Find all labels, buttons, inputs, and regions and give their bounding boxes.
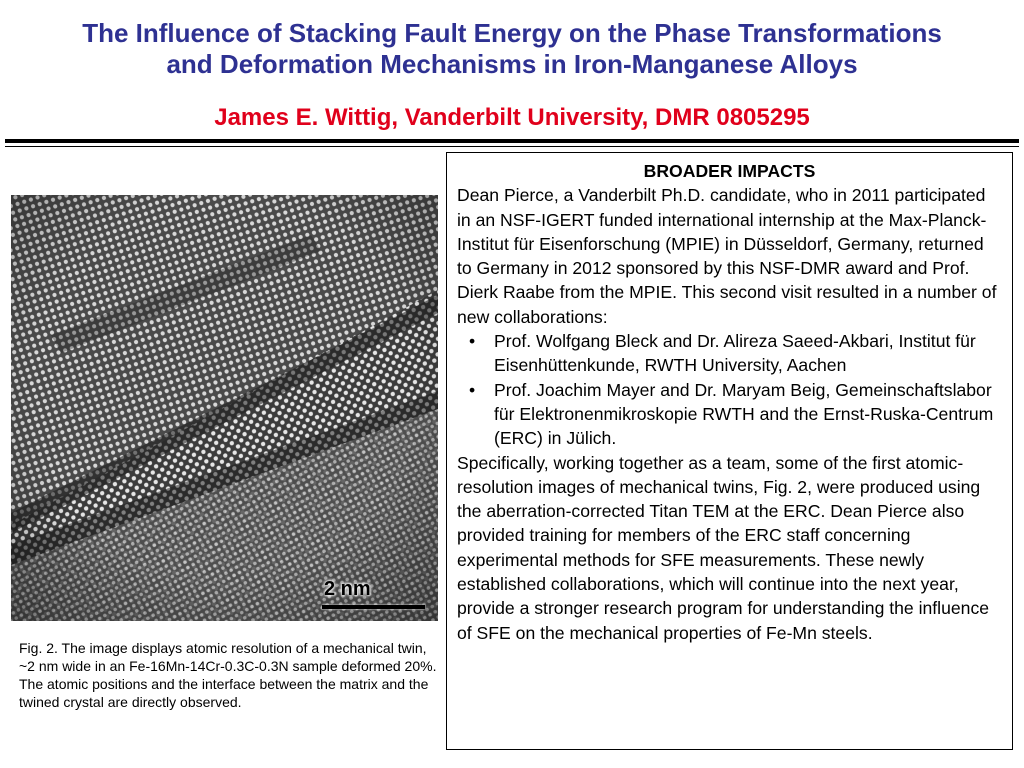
tem-micrograph: [11, 195, 438, 621]
list-item-text: Prof. Joachim Mayer and Dr. Maryam Beig, Gemeinschaftslabor für Elektronenmikroskopie RWTH and the Ernst-Ruska-Centrum (ERC) in Jülich.: [494, 379, 994, 449]
title-line-2: and Deformation Mechanisms in Iron-Manganese Alloys: [166, 49, 858, 79]
author-line: James E. Wittig, Vanderbilt University, DMR 0805295: [214, 104, 810, 131]
impacts-heading: BROADER IMPACTS: [643, 161, 816, 181]
header-divider-thick: [5, 139, 1019, 143]
list-item: [457, 378, 1002, 451]
impacts-conclusion: Specifically, working together as a team, some of the first atomic-resolution images of mechanical twins, Fig. 2, were produced using the aberration-corrected Titan TEM at the ERC. Dean Pierce also provided training for members of the ERC staff concerning experimental methods for SFE measurements. These newly established collaborations, which will continue into the next year, provide a stronger research program for understanding the influence of SFE on the mechanical properties of Fe-Mn steels.: [457, 452, 990, 643]
list-item-text: Prof. Wolfgang Bleck and Dr. Alireza Saeed-Akbari, Institut für Eisenhüttenkunde, RWTH University, Aachen: [494, 331, 976, 376]
figure-caption: Fig. 2. The image displays atomic resolution of a mechanical twin, ~2 nm wide in an Fe-16Mn-14Cr-0.3C-0.3N sample deformed 20%. The atomic positions and the interface between the matrix and the twined crystal are directly observed.: [19, 640, 437, 710]
bullet-icon: •: [469, 331, 476, 352]
title-line-1: The Influence of Stacking Fault Energy on the Phase Transformations: [82, 18, 942, 48]
bullet-icon: •: [469, 379, 476, 400]
header-divider-thin: [5, 146, 1019, 147]
collaborations-list: [457, 329, 1002, 450]
scale-bar: [322, 605, 425, 609]
scale-bar-label: 2 nm: [324, 578, 371, 600]
list-item: [457, 329, 1002, 378]
impacts-intro: Dean Pierce, a Vanderbilt Ph.D. candidate, who in 2011 participated in an NSF-IGERT funded international internship at the Max-Planck-Institut für Eisenforschung (MPIE) in Düsseldorf, Germany, returned to Germany in 2012 sponsored by this NSF-DMR award and Prof. Dierk Raabe from the MPIE. This second visit resulted in a number of new collaborations:: [457, 185, 997, 327]
page-title: [0, 18, 1024, 80]
broader-impacts-box: [446, 152, 1013, 750]
